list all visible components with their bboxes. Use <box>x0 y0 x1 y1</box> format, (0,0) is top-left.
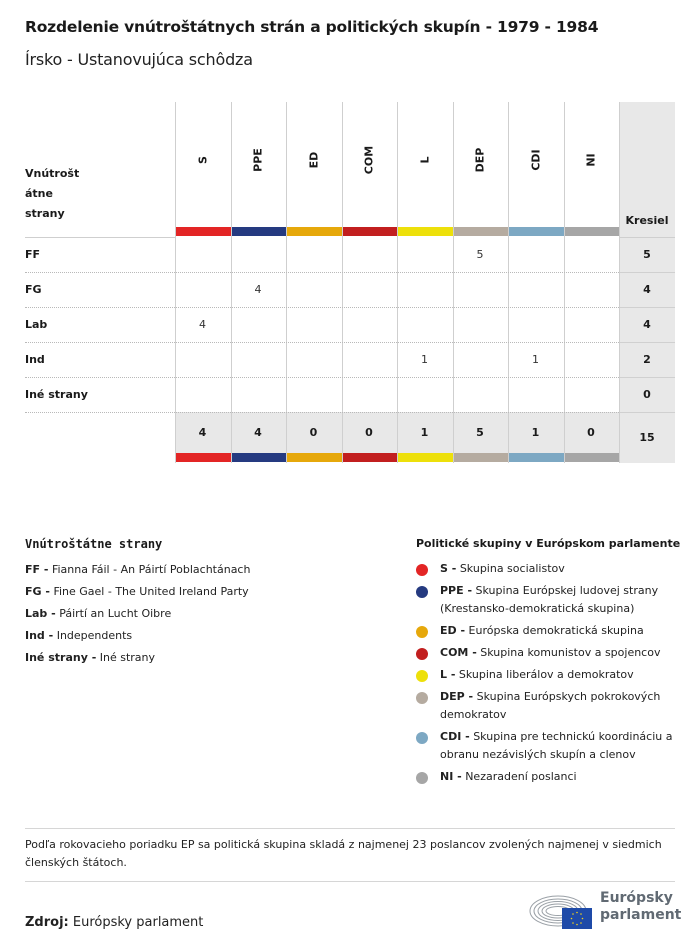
seat-cell: 1 <box>421 353 428 366</box>
table-row <box>25 237 675 272</box>
group-legend-code: NI - <box>440 770 462 783</box>
group-color-bar-bottom <box>287 453 342 462</box>
group-code: PPE <box>251 148 265 172</box>
eu-flag-icon <box>562 908 592 929</box>
row-total: 2 <box>643 353 651 366</box>
european-parliament-logo <box>528 889 682 931</box>
seat-cell: 1 <box>532 353 539 366</box>
group-legend-name: Skupina Európskych pokrokových demokratov <box>440 690 661 721</box>
group-total: 0 <box>309 426 318 439</box>
group-color-bar-top <box>565 227 620 236</box>
group-color-bar-top <box>509 227 564 236</box>
party-legend-item <box>25 629 132 642</box>
party-code: Lab <box>25 318 48 331</box>
group-code: S <box>196 156 209 164</box>
table-row <box>25 307 675 342</box>
party-legend-item <box>25 651 155 664</box>
group-color-bar-bottom <box>176 453 231 462</box>
group-color-dot <box>416 772 428 784</box>
group-code: COM <box>362 145 376 175</box>
group-color-dot <box>416 732 428 744</box>
group-header-l <box>397 102 452 227</box>
row-total: 5 <box>643 248 651 261</box>
footnote: Podľa rokovacieho poriadku EP sa politická skupina skladá z najmenej 23 poslancov zvolených najmenej v siedmich členských štátoch. <box>25 838 662 869</box>
party-legend-name: Páirtí an Lucht Oibre <box>59 607 172 620</box>
source-label: Zdroj: <box>25 915 69 930</box>
group-code: ED <box>307 151 320 169</box>
group-color-bar-top <box>343 227 398 236</box>
group-header-com <box>342 102 397 227</box>
party-legend-code: Iné strany - <box>25 651 97 664</box>
group-header-cdi <box>508 102 563 227</box>
group-legend-code: CDI - <box>440 730 470 743</box>
group-color-bar-bottom <box>343 453 398 462</box>
group-header-ed <box>286 102 341 227</box>
group-legend-name: Skupina liberálov a demokratov <box>458 668 634 681</box>
group-total: 5 <box>476 426 484 439</box>
group-color-bar-bottom <box>565 453 620 462</box>
group-color-bar-top <box>454 227 509 236</box>
group-color-dot <box>416 692 428 704</box>
seat-cell: 5 <box>476 248 484 261</box>
group-code: CDI <box>529 149 542 171</box>
party-code: FF <box>25 248 41 261</box>
group-total: 1 <box>420 426 429 439</box>
group-legend-name: Skupina pre technickú koordináciu a obranu nezávislých skupín a clenov <box>440 730 673 761</box>
party-legend-item <box>25 563 250 576</box>
group-color-dot <box>416 648 428 660</box>
party-legend-code: FF - <box>25 563 49 576</box>
group-legend-code: L - <box>440 668 456 681</box>
row-header-line: strany <box>25 207 65 220</box>
row-header-label <box>25 164 79 224</box>
group-legend-item <box>440 666 680 684</box>
source-value: Európsky parlament <box>72 915 204 930</box>
group-color-bar-top <box>232 227 287 236</box>
seat-distribution-table <box>25 102 675 463</box>
group-color-dot <box>416 670 428 682</box>
row-header-line: Vnútrošt <box>25 167 80 180</box>
row-total: 4 <box>643 283 651 296</box>
group-color-bar-bottom <box>509 453 564 462</box>
party-legend-code: FG - <box>25 585 50 598</box>
row-total: 4 <box>643 318 651 331</box>
group-legend-item <box>440 728 680 764</box>
party-code: Ind <box>25 353 45 366</box>
group-header-ppe <box>231 102 286 227</box>
party-code: Iné strany <box>25 388 88 401</box>
group-legend-item <box>440 582 680 618</box>
group-color-bar-top <box>176 227 231 236</box>
group-color-bar-top <box>398 227 453 236</box>
source <box>25 915 203 930</box>
group-legend-code: S - <box>440 562 457 575</box>
party-legend-name: Independents <box>56 629 133 642</box>
logo-text <box>600 890 681 924</box>
chart-subtitle: Írsko - Ustanovujúca schôdza <box>25 50 253 69</box>
group-legend-item <box>440 688 680 724</box>
divider <box>25 881 675 882</box>
row-total: 0 <box>643 388 651 401</box>
row-header-line: átne <box>25 187 53 200</box>
group-legend-code: ED - <box>440 624 466 637</box>
table-row <box>25 272 675 307</box>
group-legend-name: Skupina Európskej ludovej strany (Krestansko-demokratická skupina) <box>440 584 659 615</box>
group-total: 4 <box>254 426 262 439</box>
group-legend-item <box>440 622 680 640</box>
group-code: NI <box>584 153 598 167</box>
group-header-ni <box>564 102 619 227</box>
table-row <box>25 377 675 412</box>
group-total: 4 <box>198 426 207 439</box>
group-color-bar-top <box>287 227 342 236</box>
group-code: DEP <box>473 147 487 173</box>
party-legend-name: Fine Gael - The United Ireland Party <box>53 585 249 598</box>
logo-line: parlament <box>600 907 682 923</box>
party-code: FG <box>25 283 42 296</box>
group-legend-code: DEP - <box>440 690 474 703</box>
group-legend-code: PPE - <box>440 584 473 597</box>
party-legend-name: Fianna Fáil - An Páirtí Poblachtánach <box>51 563 251 576</box>
hemicycle-icon <box>528 889 594 931</box>
group-legend-item <box>440 560 680 578</box>
group-total: 1 <box>531 426 540 439</box>
grand-total: 15 <box>639 431 655 444</box>
party-legend-item <box>25 585 249 598</box>
group-legend-name: Európska demokratická skupina <box>468 624 644 637</box>
group-legend-item <box>440 644 680 662</box>
party-legend-item <box>25 607 171 620</box>
group-total: 0 <box>365 426 373 439</box>
group-legend-name: Skupina komunistov a spojencov <box>480 646 661 659</box>
group-color-dot <box>416 626 428 638</box>
group-legend-name: Nezaradení poslanci <box>465 770 577 783</box>
group-legend-title: Politické skupiny v Európskom parlamente <box>416 537 681 550</box>
party-legend-title: Vnútroštátne strany <box>25 537 163 551</box>
group-legend-item <box>440 768 680 786</box>
group-color-dot <box>416 564 428 576</box>
party-legend-code: Lab - <box>25 607 56 620</box>
logo-line: Európsky <box>600 890 673 906</box>
table-row <box>25 342 675 377</box>
group-header-s <box>175 102 230 227</box>
group-color-bar-bottom <box>398 453 453 462</box>
party-legend-name: Iné strany <box>99 651 156 664</box>
group-color-bar-bottom <box>454 453 509 462</box>
group-legend-code: COM - <box>440 646 477 659</box>
group-total: 0 <box>587 426 595 439</box>
total-column-header: Kresiel <box>625 214 669 227</box>
group-color-bar-bottom <box>232 453 287 462</box>
divider <box>25 828 675 829</box>
chart-title: Rozdelenie vnútroštátnych strán a politických skupín - 1979 - 1984 <box>25 18 599 36</box>
group-legend-name: Skupina socialistov <box>459 562 565 575</box>
party-legend-code: Ind - <box>25 629 54 642</box>
group-header-dep <box>453 102 508 227</box>
group-code: L <box>418 156 431 164</box>
seat-cell: 4 <box>254 283 262 296</box>
seat-cell: 4 <box>199 318 206 331</box>
group-color-dot <box>416 586 428 598</box>
